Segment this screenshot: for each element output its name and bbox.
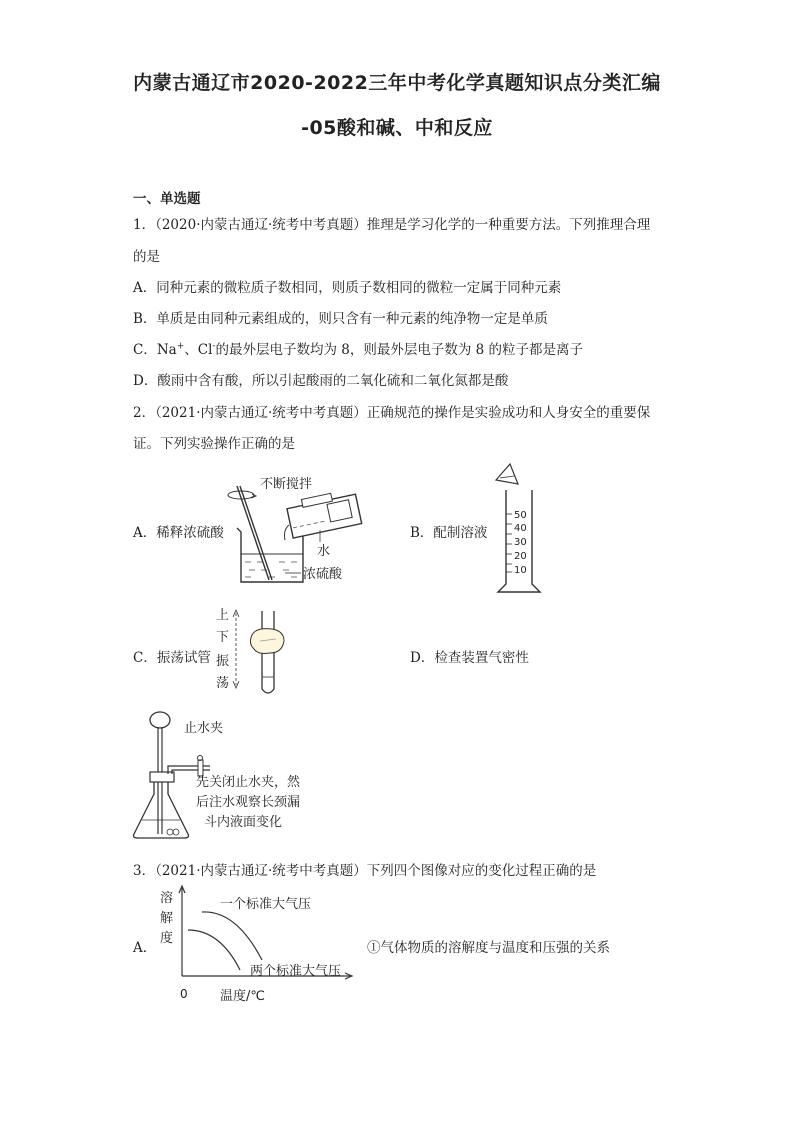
label-zhen: 振 [216,654,230,669]
q1-option-a: A．同种元素的微粒质子数相同，则质子数相同的微粒一定属于同种元素 [133,280,562,296]
q2-option-b: B．配制溶液 [410,525,488,541]
glass-rod-icon [237,486,269,580]
cylinder-tick: 30 [514,537,527,548]
cylinder-tick: 20 [514,551,527,562]
hand-icon [250,629,284,654]
cylinder-tick: 40 [514,523,527,534]
chart-ylabel-2: 解 [160,911,174,926]
label-up: 上 [216,608,230,623]
q3-option-a: A． [133,940,157,956]
q1-option-c-sup2: - [212,341,216,352]
label-water: 水 [317,544,331,559]
cylinder-tick: 10 [514,565,527,576]
q1-option-d: D．酸雨中含有酸，所以引起酸雨的二氧化硫和二氧化氮都是酸 [133,373,509,389]
stopper-icon [150,772,174,782]
label-note-1: 先关闭止水夹，然 [196,775,301,790]
chart-series-label: 两个标准大气压 [250,964,342,979]
cylinder-tick: 50 [514,510,527,521]
q1-stem-line1: 1．（2020·内蒙古通辽·统考中考真题）推理是学习化学的一种重要方法。下列推理合理 [133,217,651,233]
clamp-icon [198,760,203,776]
q2-option-d: D．检查装置气密性 [410,650,529,666]
q1-option-b: B．单质是由同种元素组成的，则只含有一种元素的纯净物一定是单质 [133,311,548,327]
q3-chart [150,880,365,1005]
powder-paper-icon [496,464,518,484]
flask-icon [134,782,189,838]
q2-stem-line1: 2．（2021·内蒙古通辽·统考中考真题）正确规范的操作是实验成功和人身安全的重要保 [133,405,651,421]
q3-stem: 3．（2021·内蒙古通辽·统考中考真题）下列四个图像对应的变化过程正确的是 [133,863,597,879]
figure-shake-tube [212,605,292,705]
label-dang: 荡 [216,676,230,691]
label-concentrated-acid: 浓硫酸 [303,567,343,582]
figure-dilute-acid [225,470,395,590]
chart-origin: 0 [180,987,188,1001]
chart-xlabel: 温度/℃ [220,989,265,1004]
label-note-2: 后注水观察长颈漏 [196,795,301,810]
reagent-bottle-icon [286,488,362,538]
chart-series-line [188,930,240,970]
figure-airtightness [128,710,308,845]
figure-measuring-cylinder [490,462,550,597]
label-stir: 不断搅拌 [260,477,313,492]
chart-ylabel-1: 溶 [160,891,174,906]
q3-option-a-caption: ①气体物质的溶解度与温度和压强的关系 [367,940,610,956]
q1-option-c-sup1: + [176,341,185,352]
q1-option-c [133,338,583,358]
chart-ylabel-3: 度 [160,931,174,946]
page-subtitle: -05酸和碱、中和反应 [301,117,493,139]
page-title: 内蒙古通辽市2020-2022三年中考化学真题知识点分类汇编 [133,72,661,94]
q2-stem-line2: 证。下列实验操作正确的是 [133,436,295,452]
label-down: 下 [216,630,230,645]
q1-stem-line2: 的是 [133,249,160,265]
q1-option-c-post: 的最外层电子数均为 8，则最外层电子数为 8 的粒子都是离子 [215,342,584,358]
q2-option-a: A．稀释浓硫酸 [133,525,224,541]
funnel-icon [150,712,170,728]
label-clamp: 止水夹 [184,721,224,736]
q2-option-c: C．振荡试管 [133,650,211,666]
section-heading: 一、单选题 [133,191,201,207]
chart-series-label: 一个标准大气压 [220,897,312,912]
label-note-3: 斗内液面变化 [204,815,283,830]
q1-option-c-pre: C．Na [133,342,177,358]
q1-option-c-mid: 、Cl [184,342,213,358]
